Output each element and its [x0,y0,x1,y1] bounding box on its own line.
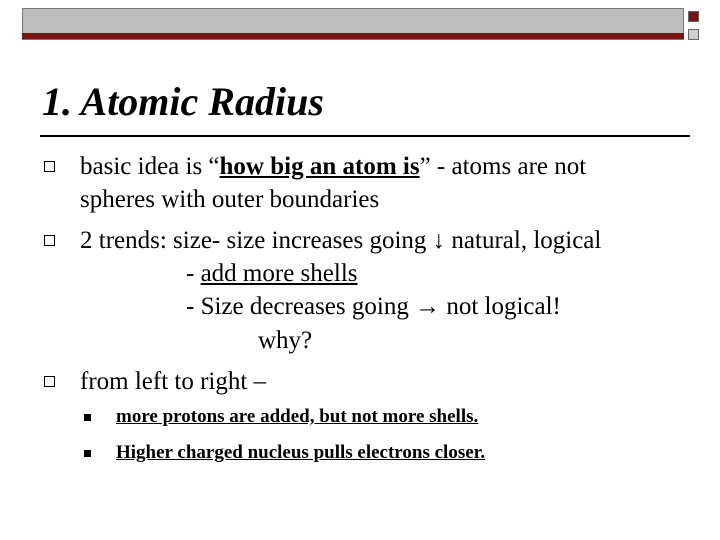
hollow-square-bullet-icon [44,235,55,246]
bullet2-dash: - [186,260,201,287]
filled-square-bullet-icon [84,450,91,457]
hollow-square-bullet-icon [44,376,55,387]
hollow-square-bullet-icon [44,161,55,172]
title-divider [40,135,690,137]
bullet1-line1 [80,152,586,182]
bullet1-text-post: ” - atoms are not [419,153,587,180]
subbullet-1: more protons are added, but not more shells. [116,406,479,427]
top-accent-strip [22,33,684,39]
bullet1-text-pre: basic idea is “ [80,153,220,180]
slide-title: 1. Atomic Radius [42,79,324,124]
filled-square-bullet-icon [84,414,91,421]
corner-square-red [688,11,699,22]
bullet1-emphasis: how big an atom is [219,153,420,180]
bullet2-line2 [186,259,358,289]
bullet2-line4: why? [258,327,313,354]
bullet1-line2: spheres with outer boundaries [80,186,380,213]
subbullet-2: Higher charged nucleus pulls electrons closer. [116,442,486,463]
bullet2-add-shells: add more shells [200,260,358,287]
bullet3-line1: from left to right – [80,368,267,395]
corner-square-gray [688,29,699,40]
bullet2-line1: 2 trends: size- size increases going ↓ natural, logical [80,227,602,254]
bullet2-line3: - Size decreases going → not logical! [186,293,561,320]
